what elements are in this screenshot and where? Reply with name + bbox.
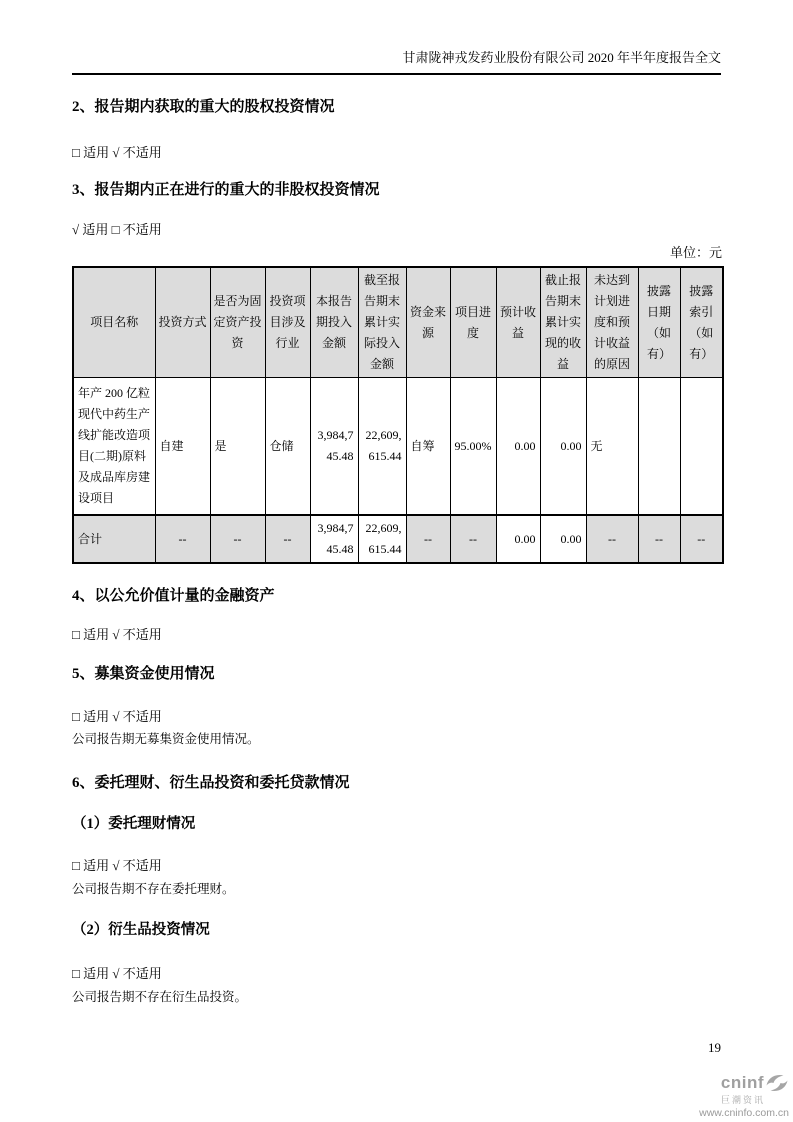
- table-row-project: [73, 378, 723, 516]
- total-expected-return: 0.00: [496, 515, 540, 563]
- header-cell-cumulative-amount: 截至报告期末累计实际投入金额: [358, 267, 406, 378]
- section-heading-6: 6、委托理财、衍生品投资和委托贷款情况: [72, 775, 350, 791]
- header-cell-realized-return: 截止报告期末累计实现的收益: [540, 267, 586, 378]
- cell-disclosure-index: [680, 378, 723, 516]
- header-cell-progress: 项目进度: [450, 267, 496, 378]
- cell-cumulative-amount: 22,609,615.44: [358, 378, 406, 516]
- logo-url: www.cninfo.com.cn: [699, 1107, 789, 1119]
- table-header-row: [73, 267, 723, 378]
- logo-chinese-name: 巨潮资讯: [720, 1095, 765, 1105]
- total-disclosure-index: --: [680, 515, 723, 563]
- cell-progress: 95.00%: [450, 378, 496, 516]
- logo-row: [679, 1072, 789, 1094]
- page-number: 19: [708, 1040, 721, 1055]
- page-content: [72, 88, 722, 1005]
- note-s6-2: 公司报告期不存在衍生品投资。: [72, 990, 248, 1004]
- report-title: 甘肃陇神戎发药业股份有限公司 2020 年半年度报告全文: [402, 50, 721, 65]
- total-disclosure-date: --: [638, 515, 680, 563]
- header-cell-expected-return: 预计收益: [496, 267, 540, 378]
- header-cell-industry: 投资项目涉及行业: [265, 267, 310, 378]
- applicability-line-s6-1: □ 适用 √ 不适用: [72, 858, 162, 873]
- note-s6-1: 公司报告期不存在委托理财。: [72, 882, 235, 896]
- total-cumulative-amount: 22,609,615.44: [358, 515, 406, 563]
- cell-period-amount: 3,984,745.48: [310, 378, 358, 516]
- total-realized-return: 0.00: [540, 515, 586, 563]
- header-cell-project-name: 项目名称: [73, 267, 155, 378]
- cell-expected-return: 0.00: [496, 378, 540, 516]
- cell-fund-source: 自筹: [406, 378, 450, 516]
- section-heading-3: 3、报告期内正在进行的重大的非股权投资情况: [72, 182, 380, 198]
- doc-header: [72, 50, 721, 75]
- section-heading-4: 4、以公允价值计量的金融资产: [72, 588, 275, 604]
- note-s5: 公司报告期无募集资金使用情况。: [72, 732, 260, 746]
- total-investment-method: --: [155, 515, 210, 563]
- logo-brand-text: cninf: [720, 1073, 764, 1092]
- cninfo-swirl-icon: [765, 1072, 789, 1094]
- header-cell-investment-method: 投资方式: [155, 267, 210, 378]
- applicability-line-s5: □ 适用 √ 不适用: [72, 709, 162, 724]
- cell-project-name: 年产 200 亿粒现代中药生产线扩能改造项目(二期)原料及成品库房建设项目: [73, 378, 155, 516]
- total-label: 合计: [73, 515, 155, 563]
- cell-investment-method: 自建: [155, 378, 210, 516]
- total-reason: --: [586, 515, 638, 563]
- table-total-row: [73, 515, 723, 563]
- header-cell-period-amount: 本报告期投入金额: [310, 267, 358, 378]
- applicability-line-s6-2: □ 适用 √ 不适用: [72, 966, 162, 981]
- cell-realized-return: 0.00: [540, 378, 586, 516]
- section-heading-5: 5、募集资金使用情况: [72, 666, 215, 682]
- cell-disclosure-date: [638, 378, 680, 516]
- cell-reason: 无: [586, 378, 638, 516]
- header-cell-disclosure-index: 披露索引（如有）: [680, 267, 723, 378]
- total-industry: --: [265, 515, 310, 563]
- header-cell-fund-source: 资金来源: [406, 267, 450, 378]
- cninfo-logo: [679, 1072, 789, 1119]
- cell-industry: 仓储: [265, 378, 310, 516]
- header-cell-disclosure-date: 披露日期（如有）: [638, 267, 680, 378]
- section-heading-2: 2、报告期内获取的重大的股权投资情况: [72, 99, 335, 115]
- subsection-heading-6-1: （1）委托理财情况: [72, 816, 196, 832]
- total-fixed-asset: --: [210, 515, 265, 563]
- investment-table: [72, 266, 724, 564]
- subsection-heading-6-2: （2）衍生品投资情况: [72, 922, 210, 938]
- unit-label: 单位：元: [669, 245, 722, 260]
- total-fund-source: --: [406, 515, 450, 563]
- cell-fixed-asset: 是: [210, 378, 265, 516]
- applicability-line-s3: √ 适用 □ 不适用: [72, 222, 162, 237]
- total-progress: --: [450, 515, 496, 563]
- applicability-line-s2: □ 适用 √ 不适用: [72, 145, 162, 160]
- applicability-line-s4: □ 适用 √ 不适用: [72, 627, 162, 642]
- total-period-amount: 3,984,745.48: [310, 515, 358, 563]
- header-cell-fixed-asset: 是否为固定资产投资: [210, 267, 265, 378]
- header-cell-reason: 未达到计划进度和预计收益的原因: [586, 267, 638, 378]
